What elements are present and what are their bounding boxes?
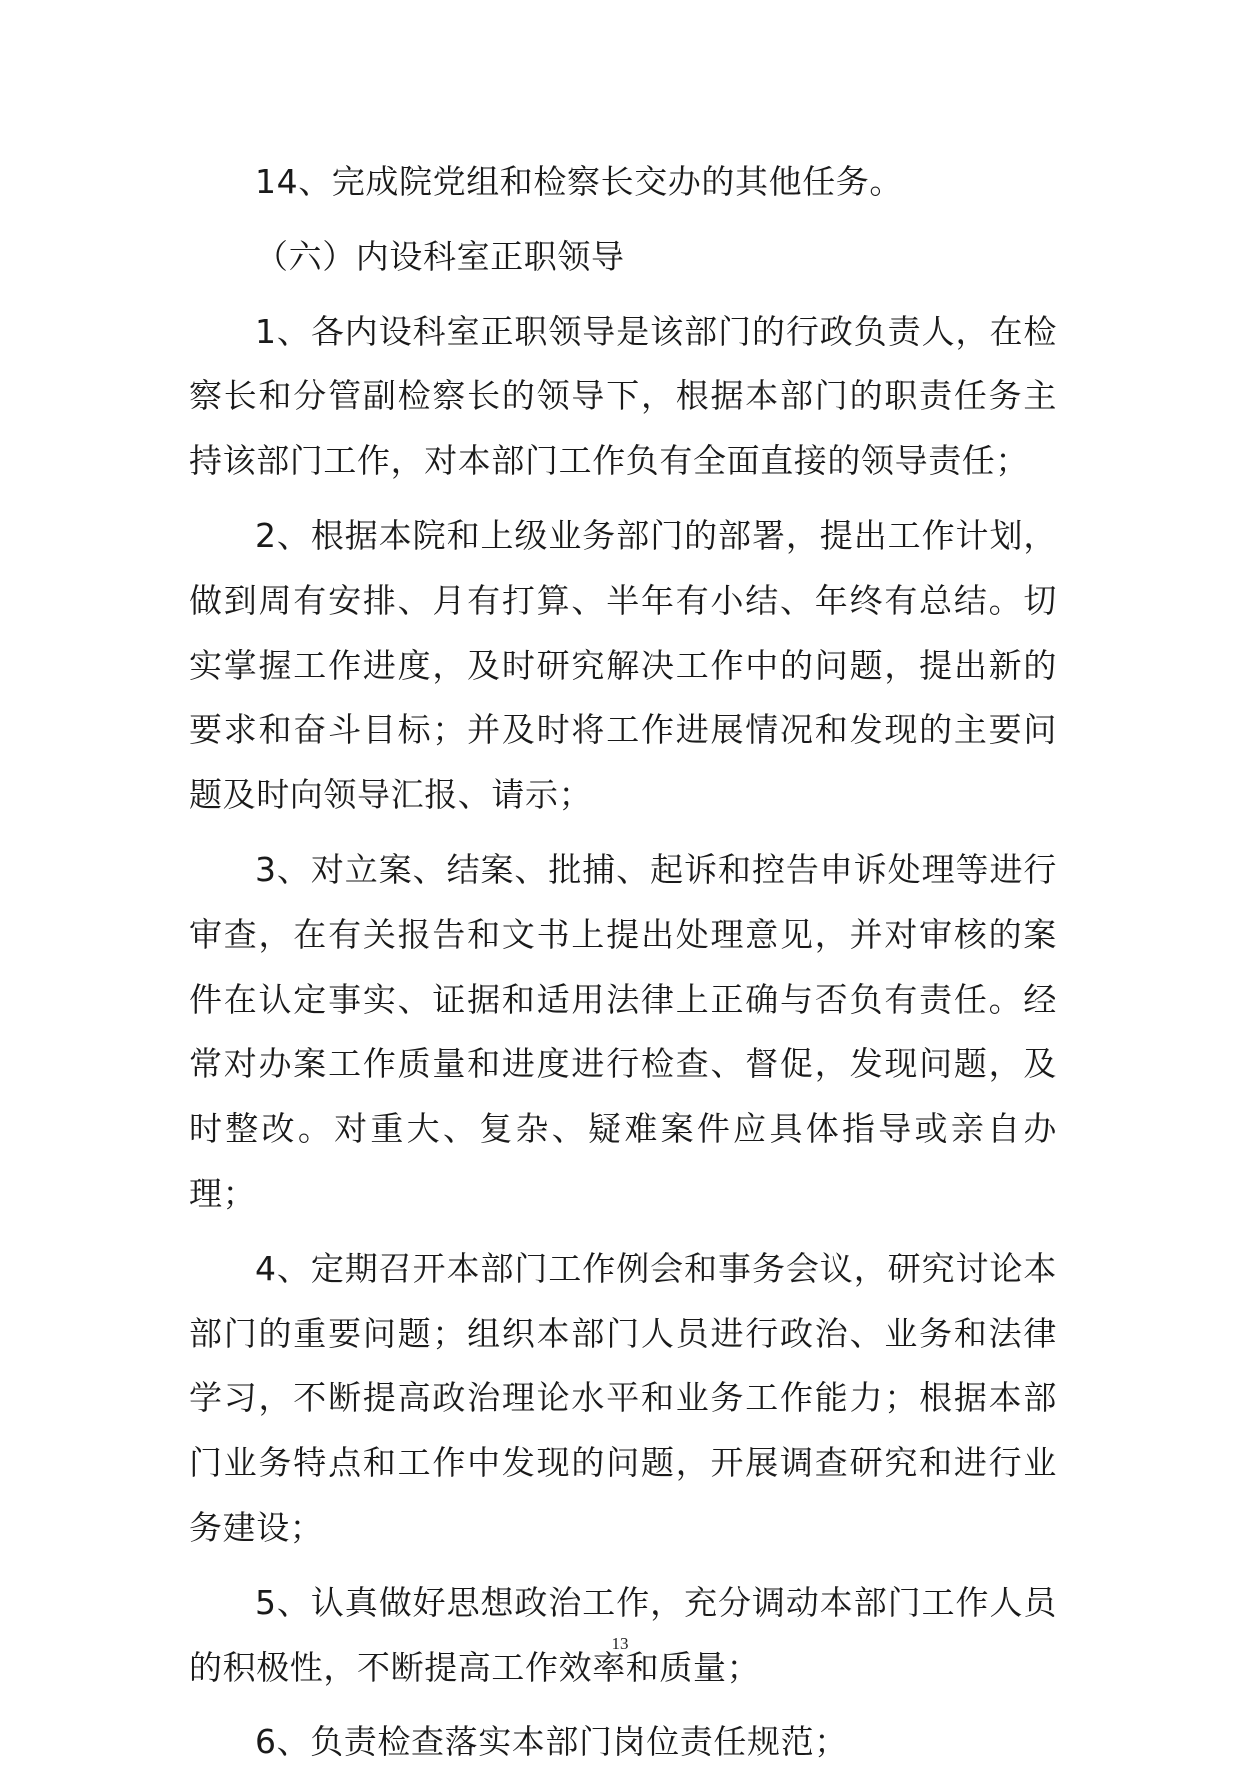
paragraph-item-5: 5、认真做好思想政治工作，充分调动本部门工作人员的积极性，不断提高工作效率和质量；: [189, 1582, 1057, 1687]
section-heading-6: （六）内设科室正职领导: [255, 236, 625, 276]
document-body: [189, 150, 1057, 1785]
paragraph-item-2: 2、根据本院和上级业务部门的部署，提出工作计划，做到周有安排、月有打算、半年有小结、年终有总结。切实掌握工作进度，及时研究解决工作中的问题，提出新的要求和奋斗目标；并及时将工作进展情况和发现的主要问题及时向领导汇报、请示；: [189, 515, 1057, 815]
paragraph-item-1: 1、各内设科室正职领导是该部门的行政负责人，在检察长和分管副检察长的领导下，根据本部门的职责任务主持该部门工作，对本部门工作负有全面直接的领导责任；: [189, 311, 1057, 481]
paragraph-item-6: 6、负责检查落实本部门岗位责任规范；: [255, 1722, 848, 1762]
paragraph-item-14: 14、完成院党组和检察长交办的其他任务。: [255, 162, 903, 201]
page-number: 13: [611, 1634, 629, 1653]
paragraph-item-3: 3、对立案、结案、批捕、起诉和控告申诉处理等进行审查，在有关报告和文书上提出处理意见，并对审核的案件在认定事实、证据和适用法律上正确与否负有责任。经常对办案工作质量和进度进行检查、督促，发现问题，及时整改。对重大、复杂、疑难案件应具体指导或亲自办理；: [189, 849, 1057, 1213]
paragraph-item-4: 4、定期召开本部门工作例会和事务会议，研究讨论本部门的重要问题；组织本部门人员进行政治、业务和法律学习，不断提高政治理论水平和业务工作能力；根据本部门业务特点和工作中发现的问题，开展调查研究和进行业务建设；: [189, 1248, 1057, 1547]
